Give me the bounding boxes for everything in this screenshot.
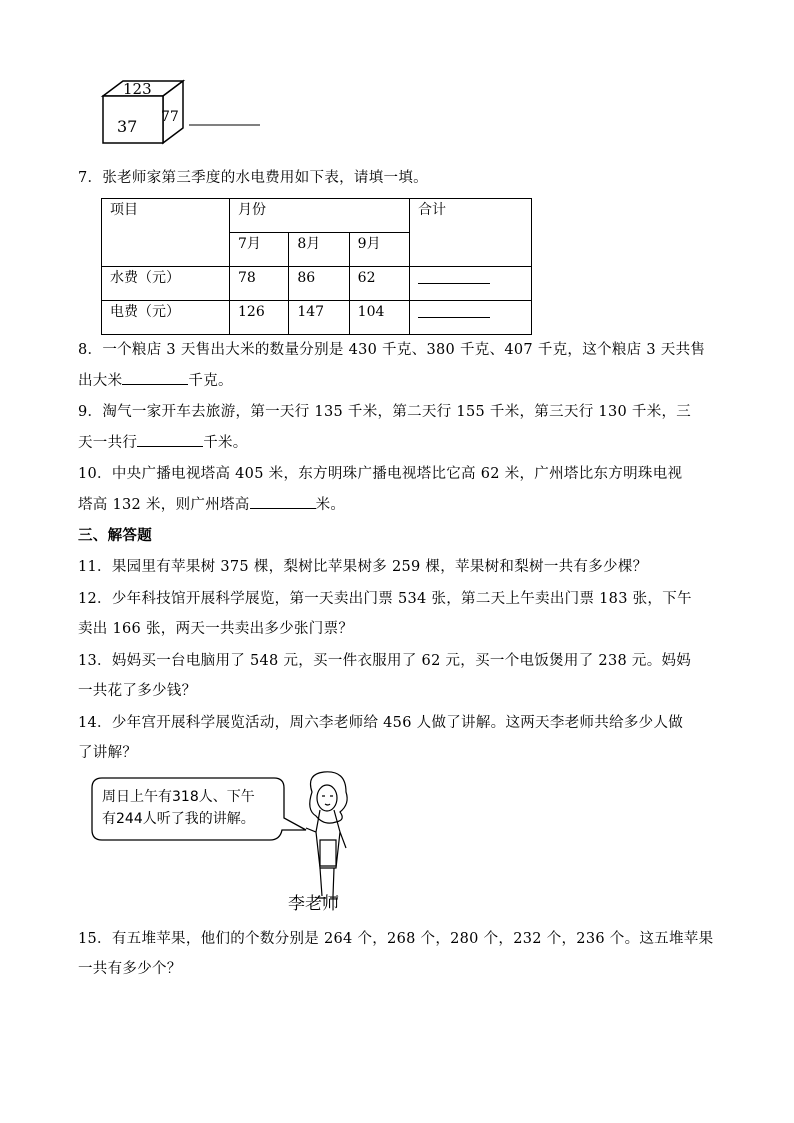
- cube-top-number: 123: [123, 80, 152, 98]
- total-blank-cell[interactable]: [410, 267, 532, 301]
- q8-text-a: 出大米: [78, 373, 123, 389]
- question-8-line-2: [78, 370, 233, 391]
- question-9-line-1: 9．淘气一家开车去旅游，第一天行 135 千米，第二天行 155 千米，第三天行 130 千米，三: [78, 404, 692, 420]
- teacher-caption: 李老师: [288, 894, 339, 914]
- question-15-line-2: 一共有多少个？: [78, 961, 182, 977]
- cube-front-number: 37: [117, 117, 138, 136]
- q9-answer-blank[interactable]: [137, 432, 203, 447]
- q8-text-b: 千克。: [188, 373, 233, 389]
- question-8-line-1: 8．一个粮店 3 天售出大米的数量分别是 430 千克、380 千克、407 千克，这个粮店 3 天共售: [78, 342, 706, 358]
- table-month: 9月: [349, 233, 409, 267]
- table-cell: 104: [349, 301, 409, 335]
- table-header-item: 项目: [102, 199, 230, 267]
- q10-text-a: 塔高 132 米，则广州塔高: [78, 497, 250, 513]
- total-blank-cell[interactable]: [410, 301, 532, 335]
- table-row: [102, 301, 532, 335]
- question-11: 11．果园里有苹果树 375 棵，梨树比苹果树多 259 棵，苹果树和梨树一共有多少棵？: [78, 559, 648, 575]
- q9-text-b: 千米。: [203, 435, 248, 451]
- table-header-month: 月份: [230, 199, 410, 233]
- question-10-line-1: 10．中央广播电视塔高 405 米，东方明珠广播电视塔比它高 62 米，广州塔比东方明珠电视: [78, 466, 683, 482]
- question-12-line-1: 12．少年科技馆开展科学展览，第一天卖出门票 534 张，第二天上午卖出门票 183 张，下午: [78, 591, 692, 607]
- question-7: 7．张老师家第三季度的水电费用如下表，请填一填。: [78, 170, 428, 186]
- question-12-line-2: 卖出 166 张，两天一共卖出多少张门票？: [78, 621, 354, 637]
- table-cell: 78: [230, 267, 289, 301]
- q8-answer-blank[interactable]: [122, 370, 188, 385]
- q10-answer-blank[interactable]: [250, 494, 316, 509]
- teacher-figure: [306, 772, 347, 898]
- row-label: 水费（元）: [102, 267, 230, 301]
- question-13-line-2: 一共花了多少钱？: [78, 683, 197, 699]
- table-row: [102, 267, 532, 301]
- table-month: 7月: [230, 233, 289, 267]
- speech-line-1: 周日上午有318人、下午: [102, 789, 255, 805]
- question-15-line-1: 15．有五堆苹果，他们的个数分别是 264 个，268 个，280 个，232 个，236 个。这五堆苹果: [78, 931, 714, 947]
- q10-text-b: 米。: [315, 497, 346, 513]
- table-cell: 86: [289, 267, 349, 301]
- question-14-line-1: 14．少年宫开展科学展览活动，周六李老师给 456 人做了讲解。这两天李老师共给多少人做: [78, 715, 684, 731]
- question-14-line-2: 了讲解？: [78, 745, 138, 761]
- question-9-line-2: [78, 432, 248, 453]
- table-header-total: 合计: [410, 199, 532, 267]
- row-label: 电费（元）: [102, 301, 230, 335]
- table-month: 8月: [289, 233, 349, 267]
- number-cube-figure: [98, 76, 268, 148]
- speech-line-2: 有244人听了我的讲解。: [102, 811, 255, 827]
- q9-text-a: 天一共行: [78, 435, 138, 451]
- question-13-line-1: 13．妈妈买一台电脑用了 548 元，买一件衣服用了 62 元，买一个电饭煲用了 238 元。妈妈: [78, 653, 692, 669]
- table-cell: 126: [230, 301, 289, 335]
- question-10-line-2: [78, 494, 345, 515]
- section-heading: 三、解答题: [78, 527, 152, 544]
- table-cell: 147: [289, 301, 349, 335]
- cube-right-number: 77: [161, 109, 179, 125]
- fee-table: [101, 198, 532, 335]
- table-cell: 62: [349, 267, 409, 301]
